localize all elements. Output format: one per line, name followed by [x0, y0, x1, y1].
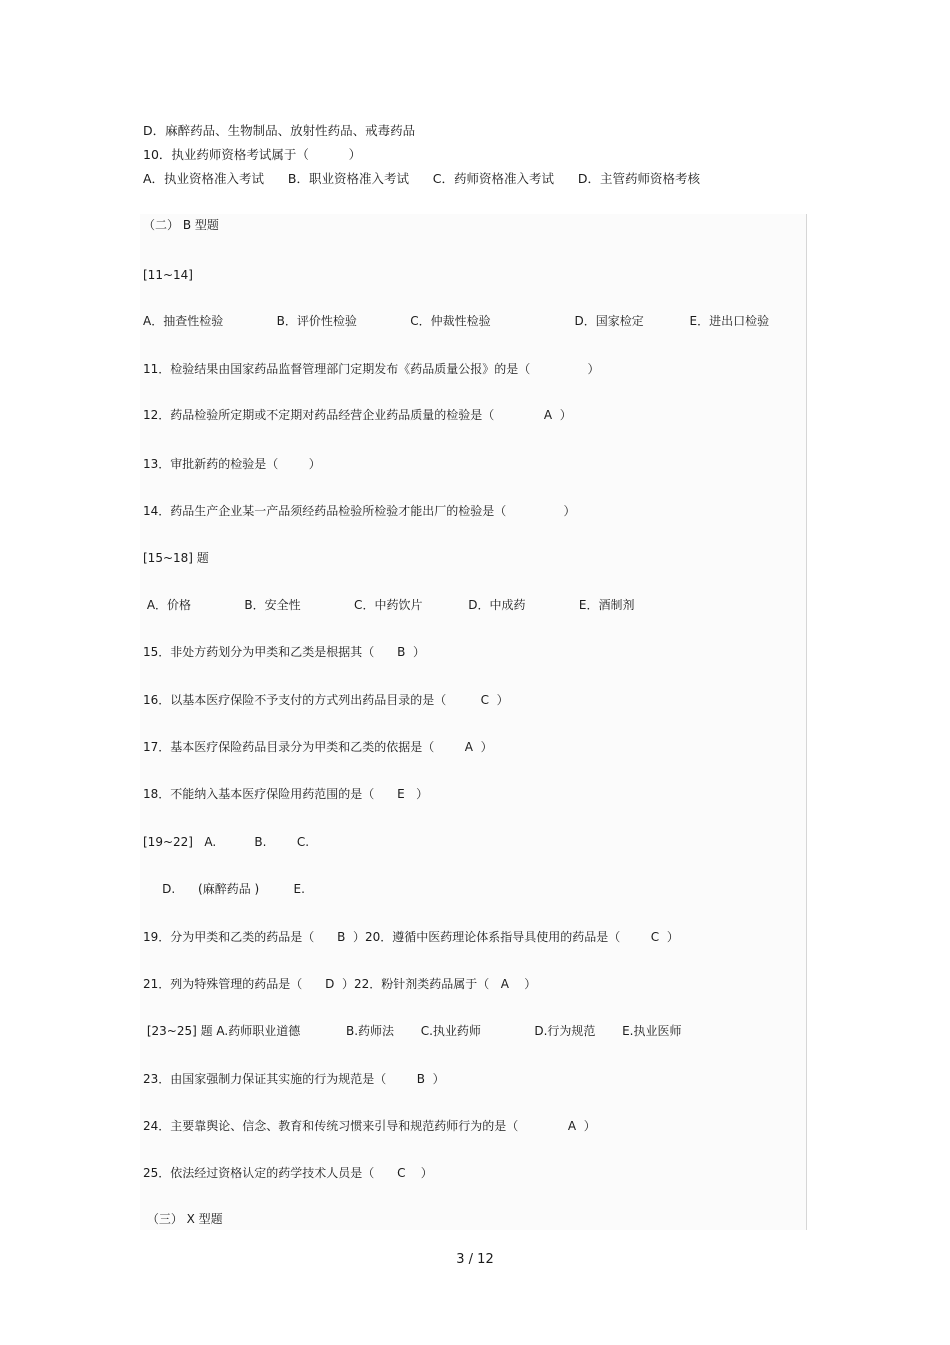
group-15-18-options: A．价格 B．安全性 C．中药饮片 D．中成药 E．酒制剂 [143, 598, 635, 612]
group-19-22-line2: D. (麻醉药品 ) E. [143, 882, 305, 896]
question-16: 16．以基本医疗保险不予支付的方式列出药品目录的是（ C ） [143, 693, 509, 707]
question-23: 23．由国家强制力保证其实施的行为规范是（ B ） [143, 1072, 445, 1086]
question-18: 18．不能纳入基本医疗保险用药范围的是（ E ） [143, 787, 429, 801]
section-b-title: （二） B 型题 [143, 218, 219, 232]
question-21-22: 21．列为特殊管理的药品是（ D ）22．粉针剂类药品属于（ A ） [143, 977, 537, 991]
question-14: 14．药品生产企业某一产品须经药品检验所检验才能出厂的检验是（ ） [143, 504, 576, 518]
question-15: 15．非处方药划分为甲类和乙类是根据其（ B ） [143, 645, 426, 659]
group-19-22-line1: [19~22] A. B. C. [143, 835, 310, 849]
question-25: 25．依法经过资格认定的药学技术人员是（ C ） [143, 1166, 433, 1180]
group-15-18-header: [15~18] 题 [143, 551, 209, 565]
question-24: 24．主要靠舆论、信念、教育和传统习惯来引导和规范药师行为的是（ A ） [143, 1119, 596, 1133]
question-11: 11．检验结果由国家药品监督管理部门定期发布《药品质量公报》的是（ ） [143, 362, 600, 376]
group-23-25-line: [23~25] 题 A.药师职业道德 B.药师法 C.执业药师 D.行为规范 E.执业医师 [143, 1024, 682, 1038]
question-13: 13．审批新药的检验是（ ） [143, 457, 321, 471]
question-17: 17．基本医疗保险药品目录分为甲类和乙类的依据是（ A ） [143, 740, 493, 754]
group-11-14-options: A．抽查性检验 B．评价性检验 C．仲裁性检验 D．国家检定 E．进出口检验 [143, 314, 770, 328]
question-19-20: 19．分为甲类和乙类的药品是（ B ）20．遵循中医药理论体系指导具使用的药品是（ C ） [143, 930, 679, 944]
question-12: 12．药品检验所定期或不定期对药品经营企业药品质量的检验是（ A ） [143, 408, 572, 422]
option-d-line: D．麻醉药品、生物制品、放射性药品、戒毒药品 [143, 123, 416, 138]
question-10: 10．执业药师资格考试属于（ ） [143, 147, 362, 162]
page-number: 3 / 12 [456, 1252, 494, 1267]
section-x-title: （三） X 型题 [143, 1212, 223, 1226]
question-10-options: A．执业资格准入考试 B．职业资格准入考试 C．药师资格准入考试 D．主管药师资格考核 [143, 171, 701, 186]
group-11-14-header: [11~14] [143, 268, 193, 282]
